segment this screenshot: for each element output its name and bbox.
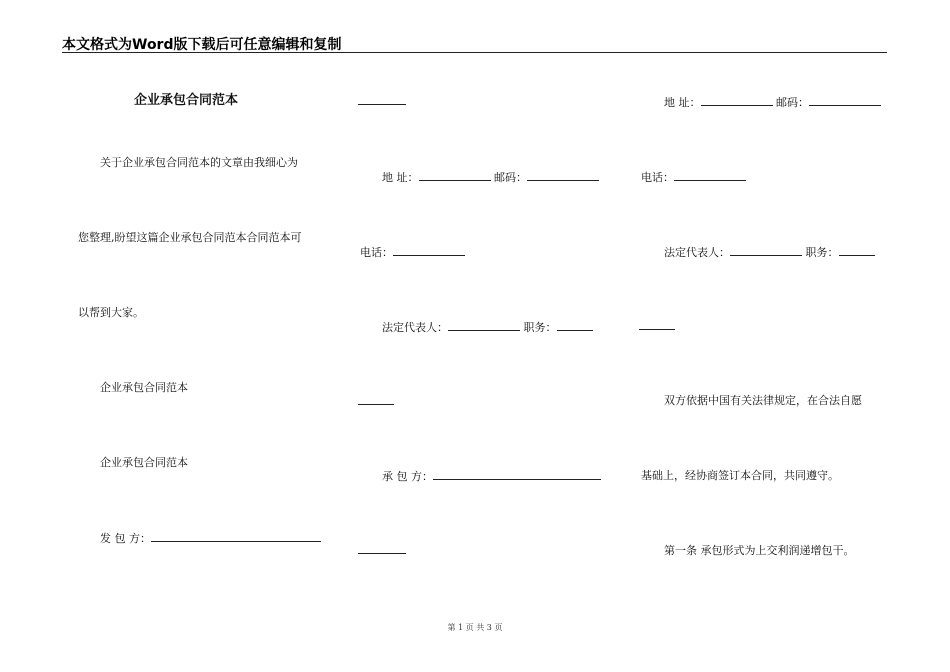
phone-blank xyxy=(674,170,746,181)
section-heading-1: 企业承包合同范本 xyxy=(100,381,188,394)
address-label: 地 址： xyxy=(664,96,701,109)
party-b-line xyxy=(382,469,601,483)
phone-line xyxy=(641,170,746,184)
blank-line xyxy=(639,329,675,330)
phone-label: 电话： xyxy=(360,246,393,259)
legal-rep-label: 法定代表人： xyxy=(664,246,730,259)
party-a-blank xyxy=(151,531,321,542)
position-label: 职务： xyxy=(805,246,839,259)
address-line xyxy=(664,95,881,109)
party-a-line xyxy=(100,531,321,545)
party-b-blank xyxy=(433,469,601,480)
postcode-label: 邮码： xyxy=(494,171,527,184)
legal-rep-label: 法定代表人： xyxy=(382,321,448,334)
address-line xyxy=(382,170,599,184)
blank-line xyxy=(358,404,394,405)
party-a-label: 发 包 方： xyxy=(100,532,151,545)
phone-blank xyxy=(393,245,465,256)
postcode-blank xyxy=(809,95,881,106)
address-blank xyxy=(419,170,491,181)
intro-line-3: 以帮到大家。 xyxy=(78,306,144,319)
address-blank xyxy=(701,95,773,106)
position-blank xyxy=(839,245,875,256)
legal-rep-line xyxy=(664,245,875,259)
blank-line xyxy=(358,104,406,105)
section-heading-2: 企业承包合同范本 xyxy=(100,456,188,469)
document-title: 企业承包合同范本 xyxy=(134,93,239,108)
party-b-label: 承 包 方： xyxy=(382,470,433,483)
intro-line-2: 您整理,盼望这篇企业承包合同范本合同范本可 xyxy=(78,231,302,244)
agreement-line-2: 基础上，经协商签订本合同，共同遵守。 xyxy=(641,469,839,482)
legal-rep-line xyxy=(382,320,593,334)
intro-line-1: 关于企业承包合同范本的文章由我细心为 xyxy=(100,156,298,169)
position-label: 职务： xyxy=(523,321,557,334)
header-rule xyxy=(62,52,887,53)
phone-label: 电话： xyxy=(641,171,674,184)
position-blank xyxy=(557,320,593,331)
agreement-line-1: 双方依据中国有关法律规定，在合法自愿 xyxy=(664,394,862,407)
legal-rep-blank xyxy=(730,245,802,256)
postcode-blank xyxy=(527,170,599,181)
blank-line xyxy=(358,553,406,554)
postcode-label: 邮码： xyxy=(776,96,809,109)
phone-line xyxy=(360,245,465,259)
address-label: 地 址： xyxy=(382,171,419,184)
page-footer: 第 1 页 共 3 页 xyxy=(447,623,503,632)
document-header: 本文格式为Word版下载后可任意编辑和复制 xyxy=(62,37,342,53)
legal-rep-blank xyxy=(448,320,520,331)
article-1: 第一条 承包形式为上交利润递增包干。 xyxy=(664,544,855,557)
